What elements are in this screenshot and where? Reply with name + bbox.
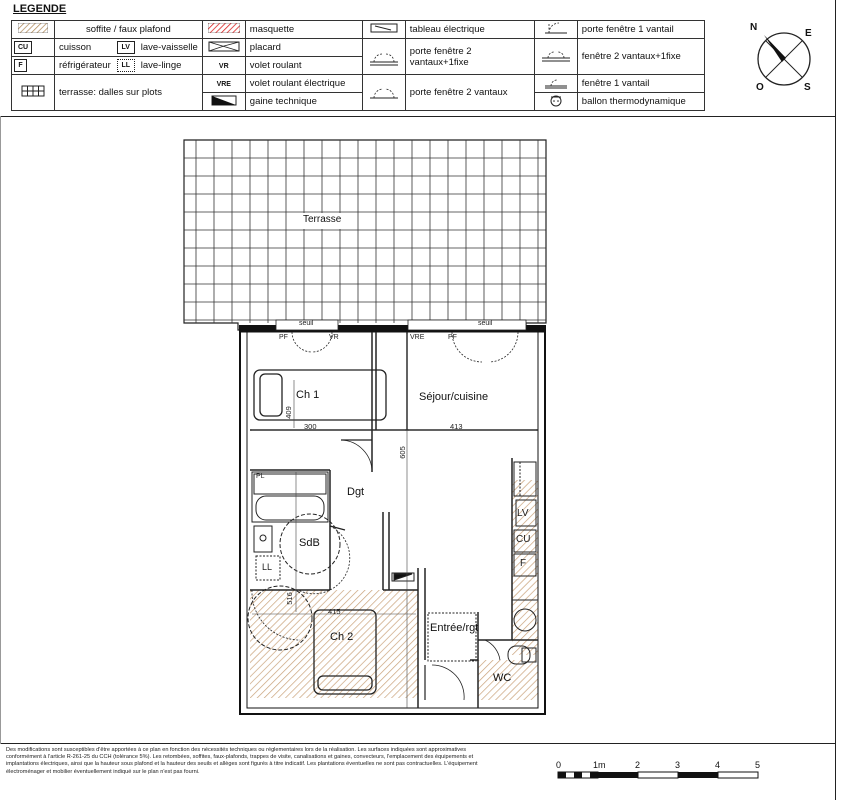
- room-label-wc: WC: [493, 672, 512, 684]
- lv-label: LV: [517, 508, 529, 519]
- legend-label-ballon: ballon thermodynamique: [577, 93, 704, 111]
- scale-label-2: 2: [635, 760, 641, 770]
- dim-300: 300: [304, 422, 317, 431]
- room-label-sdb: SdB: [299, 537, 320, 549]
- scale-label-3: 3: [675, 760, 681, 770]
- fridge-symbol: F: [14, 59, 27, 72]
- legend-label-pf2: porte fenêtre 2 vantaux: [405, 75, 534, 111]
- pf-label-2: PF: [448, 334, 457, 341]
- legend-label-tableau: tableau électrique: [405, 21, 534, 39]
- electric-panel: [392, 573, 414, 581]
- legend-label-placard: placard: [245, 39, 362, 57]
- legend-label-volet: volet roulant: [245, 57, 362, 75]
- legend-label-lave-vaisselle: lave-vaisselle: [137, 39, 203, 57]
- dishwasher-symbol: LV: [117, 41, 135, 54]
- legend-label-lave-linge: lave-linge: [137, 57, 203, 75]
- cu-label: CU: [516, 534, 531, 545]
- legend-label-terrasse: terrasse: dalles sur plots: [55, 75, 203, 111]
- compass-s: S: [804, 82, 811, 93]
- room-label-sejour: Séjour/cuisine: [419, 391, 489, 403]
- vre-label: VRE: [410, 334, 425, 341]
- bed-ch1: [254, 370, 386, 420]
- sink: [254, 526, 272, 552]
- shutter-symbol: VR: [218, 63, 229, 70]
- threshold-label-1: seuil: [299, 320, 314, 327]
- scale-bar: [548, 770, 768, 784]
- legend-label-vre: volet roulant électrique: [245, 75, 362, 93]
- disclaimer-notes: Des modifications sont susceptibles d'être apportées à ce plan en fonction des nécessités techniques ou réglementaires lors de la réalisation. Les surfaces indiquées sont approximatives conformément à l'article R-261-25 du CCH (tolérance 5%). Les retombées, soffites, faux-plafonds, trappes de visite, canalisations et gaines, convecteurs, l'emplacement des équipements et implantations électriques, ainsi que la hauteur sous plafond et la hauteur des seuils et allèges sont figurés à titre indicatif. Les plantations éventuelles ne sont pas contractuelles. L'équipement électroménager et mobilier éventuellement indiqué sur le plan n'est pas fourni.: [6, 747, 478, 775]
- electric-shutter-symbol: VRE: [216, 81, 231, 88]
- terrace-grid: [184, 140, 546, 330]
- legend-label-pf1: porte fenêtre 1 vantail: [577, 21, 704, 39]
- legend-label-soffite: soffite / faux plafond: [55, 21, 203, 39]
- legend-label-pf2-fixe: porte fenêtre 2 vantaux+1fixe: [405, 39, 534, 75]
- scale-label-1: 1m: [593, 760, 606, 770]
- threshold-2: [408, 320, 526, 330]
- legend-label-cuisson: cuisson: [55, 39, 115, 57]
- room-label-ch1: Ch 1: [296, 389, 320, 401]
- pf-label-1: PF: [279, 334, 288, 341]
- cooktop-symbol: CU: [14, 41, 32, 54]
- dim-605: 605: [397, 446, 407, 459]
- legend-title: LEGENDE: [13, 3, 67, 15]
- scale-label-0: 0: [556, 760, 562, 770]
- legend-label-refrigerateur: réfrigérateur: [55, 57, 115, 75]
- legend-label-fenetre-2-fixe: fenêtre 2 vantaux+1fixe: [577, 39, 704, 75]
- legend-label-fenetre-1: fenêtre 1 vantail: [577, 75, 704, 93]
- legend-label-gaine: gaine technique: [245, 93, 362, 111]
- dim-415: 415: [328, 607, 341, 616]
- washing-machine-symbol: LL: [117, 59, 135, 72]
- f-label: F: [520, 558, 527, 569]
- scale-label-5: 5: [755, 760, 761, 770]
- room-label-ch2: Ch 2: [330, 631, 354, 643]
- room-label-terrasse: Terrasse: [303, 214, 342, 225]
- room-label-entree: Entrée/rgt: [430, 622, 479, 634]
- dim-409: 409: [283, 406, 293, 419]
- compass-o: O: [756, 82, 764, 93]
- closet-entree: [428, 613, 479, 661]
- room-label-dgt: Dgt: [347, 486, 365, 498]
- dim-413: 413: [450, 422, 463, 431]
- dim-516: 516: [284, 592, 294, 605]
- vr-label: VR: [329, 334, 339, 341]
- threshold-label-2: seuil: [478, 320, 493, 327]
- scale-label-4: 4: [715, 760, 721, 770]
- compass-n: N: [750, 22, 758, 33]
- pl-label: PL: [256, 473, 265, 480]
- legend-label-masquette: masquette: [245, 21, 362, 39]
- compass-e: E: [805, 28, 812, 39]
- ll-label: LL: [262, 562, 273, 572]
